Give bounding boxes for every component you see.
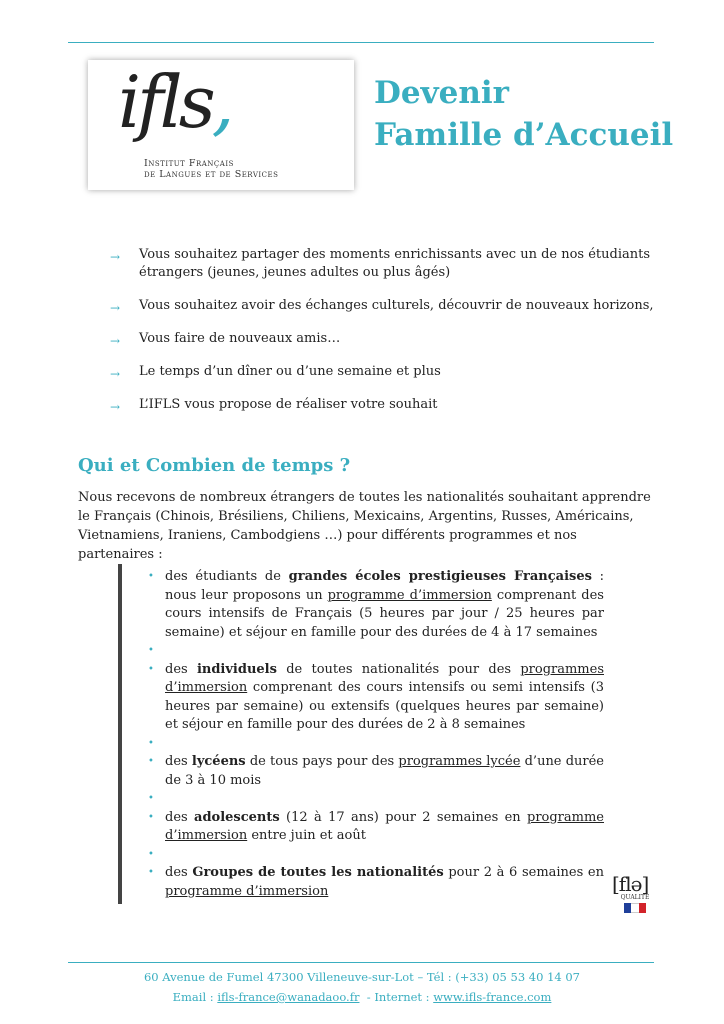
empty-bullet (148, 790, 604, 809)
program-link: programmes lycée (398, 754, 521, 769)
arrow-icon: → (110, 367, 121, 381)
french-flag-icon (624, 903, 646, 913)
arrow-icon: → (110, 334, 121, 348)
program-item: • des Groupes de toutes les nationalités pour 2 à 6 semaines en programme d’immersion (148, 865, 604, 899)
logo-subtitle (144, 158, 278, 180)
list-item: → Le temps d’un dîner ou d’une semaine et plus (110, 364, 441, 381)
bullet-icon: • (148, 793, 154, 804)
logo-line-2: de Langues et de Services (144, 169, 279, 180)
footer-address: 60 Avenue de Fumel 47300 Villeneuve-sur-Lot – Tél : (+33) 05 53 40 14 07 (143, 970, 580, 984)
program-link: programme d’immersion (327, 587, 492, 603)
fle-quality-badge (612, 872, 658, 934)
bottom-rule (68, 962, 654, 963)
fle-quality-label: QUALITÉ (620, 894, 650, 901)
bullet-icon: • (148, 867, 154, 878)
programs-list (148, 568, 604, 901)
bullet-icon: • (148, 737, 154, 749)
list-item: → Vous faire de nouveaux amis… (110, 331, 341, 348)
fle-logo-text: [flə] (612, 872, 649, 896)
bullet-icon: • (148, 756, 154, 767)
email-link[interactable]: ifls-france@wanadaoo.fr (217, 990, 360, 1004)
arrow-icon: → (110, 400, 121, 414)
bullet-icon: • (148, 811, 154, 823)
list-item: → Vous souhaitez avoir des échanges culturels, découvrir de nouveaux horizons, (110, 298, 654, 315)
top-rule (68, 42, 654, 43)
program-link: programme d’immersion (165, 809, 604, 843)
logo-line-1: Institut Français (144, 158, 234, 169)
bullet-icon: • (148, 663, 154, 675)
section-heading: Qui et Combien de temps ? (78, 455, 351, 476)
arrow-icon: → (110, 301, 121, 315)
arrow-icon: → (110, 250, 121, 264)
empty-bullet (148, 846, 604, 865)
program-item: • des étudiants de grandes écoles prestigieuses Françaises : nous leur proposons un programme d’immersion comprenant des cours intensifs de Français (5 heures par jour / 25 heures par semaine) et séjour en famille pour des durées de 4 à 17 semaines (148, 569, 605, 640)
program-link: programme d’immersion (165, 883, 329, 899)
empty-bullet (148, 735, 604, 754)
quote-bar (118, 564, 122, 904)
list-item: → Vous souhaitez partager des moments enrichissants avec un de nos étudiants étrangers (jeunes, jeunes adultes ou plus âgés) (110, 247, 651, 280)
footer-contact: Email : ifls-france@wanadaoo.fr - Internet : www.ifls-france.com (172, 990, 552, 1004)
list-item: → L’IFLS vous propose de réaliser votre souhait (110, 397, 438, 414)
program-item: • des adolescents (12 à 17 ans) pour 2 semaines en programme d’immersion entre juin et août (148, 809, 604, 843)
logo-box (88, 60, 354, 190)
ifls-logo-mark: ifls, (118, 60, 231, 144)
website-link[interactable]: www.ifls-france.com (433, 990, 552, 1004)
section-intro: Nous recevons de nombreux étrangers de toutes les nationalités souhaitant apprendre le Français (Chinois, Brésiliens, Chiliens, Mexicains, Argentins, Russes, Américains, Vietnamiens, Iraniens, Cambodgiens …) pour différents programmes et nos partenaires : (78, 490, 651, 562)
program-item: • des individuels de toutes nationalités pour des programmes d’immersion comprenant des cours intensifs ou semi intensifs (3 heures par semaine) ou extensifs (quelques heures par semaine) et séjour en famille pour des durées de 2 à 8 semaines (148, 661, 604, 732)
bullet-icon: • (148, 645, 154, 656)
program-link: programmes d’immersion (165, 661, 604, 695)
program-item: • des lycéens de tous pays pour des programmes lycée d’une durée de 3 à 10 mois (148, 754, 604, 788)
page-title (374, 72, 673, 156)
title-line-2: Famille d’Accueil (374, 117, 674, 153)
intro-list (110, 246, 670, 429)
bullet-icon: • (148, 848, 154, 860)
title-line-1: Devenir (374, 75, 509, 111)
bullet-icon: • (148, 571, 154, 582)
empty-bullet (148, 642, 604, 661)
